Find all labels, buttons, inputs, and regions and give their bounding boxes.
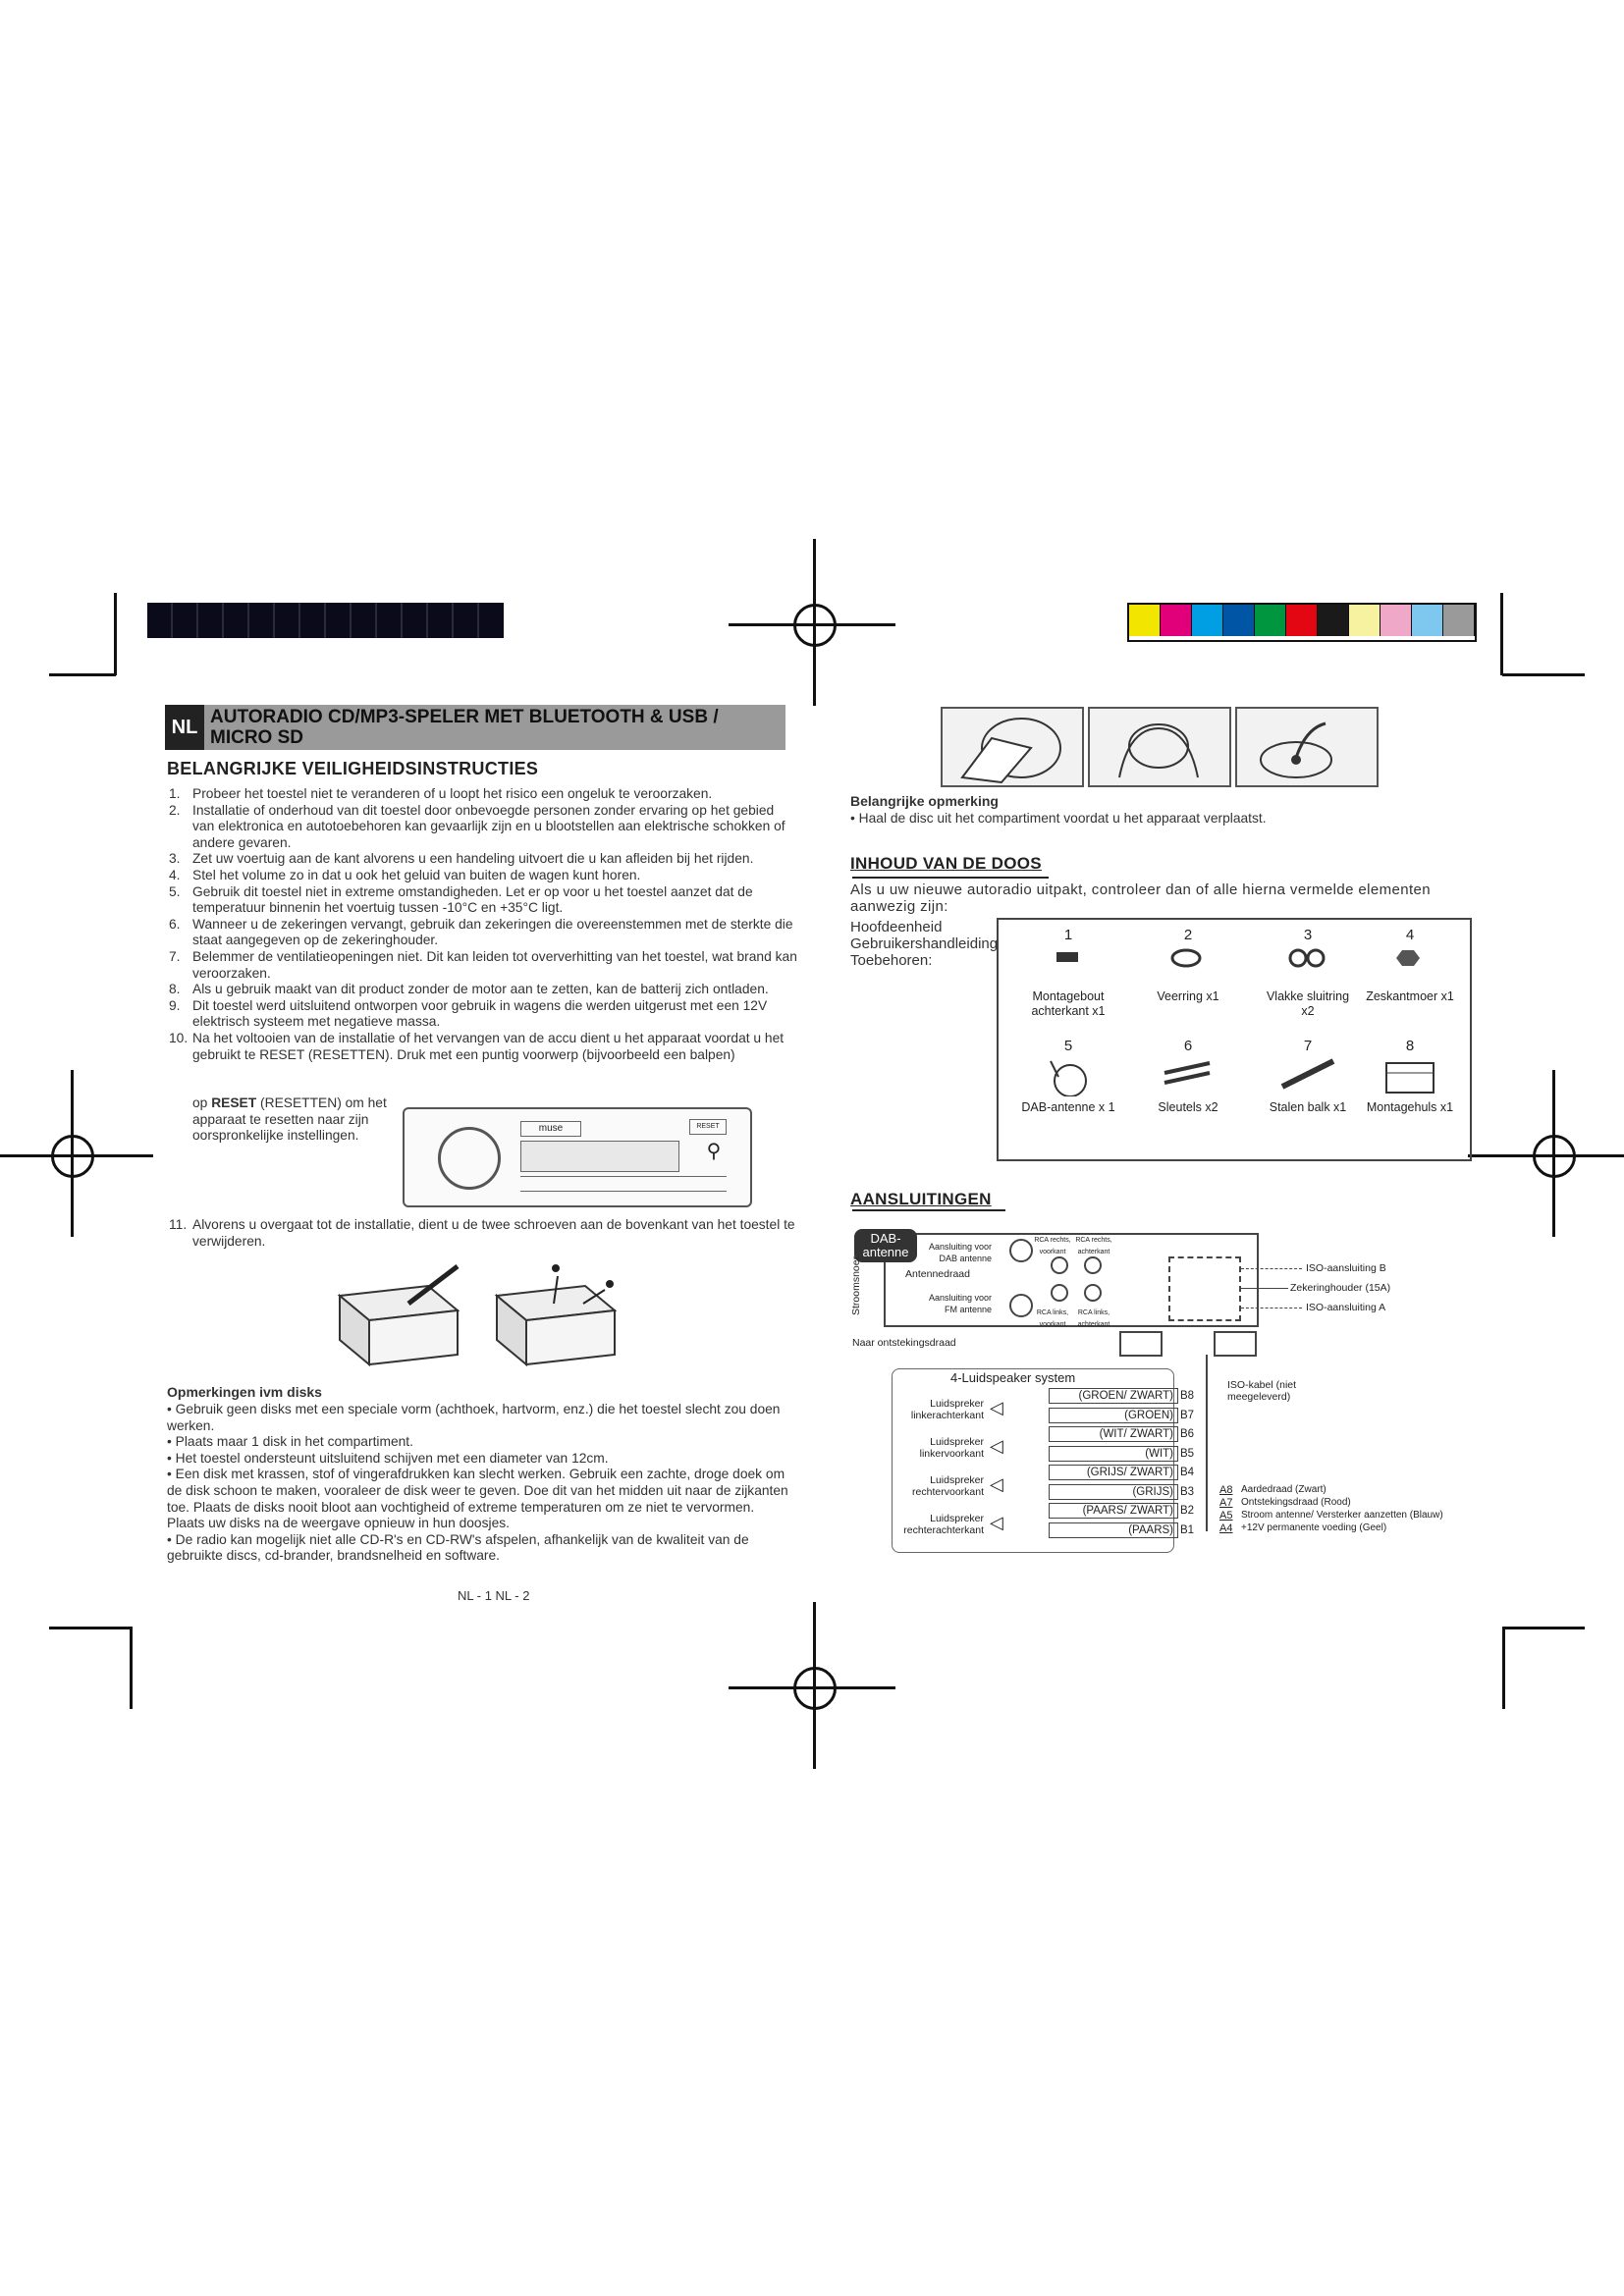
- wire-label: (PAARS/ ZWART): [1049, 1503, 1178, 1519]
- wire-label: (WIT): [1049, 1446, 1178, 1462]
- box-contents-line: Hoofdeenheid: [850, 919, 943, 935]
- wire-label: (GROEN): [1049, 1408, 1178, 1423]
- car-radio-illustration: [403, 1107, 752, 1207]
- safety-item-number: 5.: [169, 883, 181, 899]
- a-wire-code: A7: [1219, 1497, 1233, 1509]
- safety-item-number: 2.: [169, 802, 181, 818]
- accessory-number: 8: [1405, 1038, 1415, 1054]
- accessory-item: [1361, 1039, 1459, 1115]
- accessory-icon: [1019, 1057, 1117, 1100]
- box-contents-line: Toebehoren:: [850, 952, 933, 969]
- speaker-label: Luidspreker rechterachterkant: [903, 1513, 984, 1536]
- safety-item: [169, 982, 797, 998]
- wire-code: B2: [1180, 1505, 1195, 1517]
- preset-buttons: [520, 1176, 727, 1192]
- color-swatch: [1349, 605, 1380, 636]
- leader-line: [1241, 1288, 1288, 1289]
- safety-item: [169, 949, 797, 982]
- accessory-number: 5: [1063, 1038, 1073, 1054]
- important-text: • Haal de disc uit het compartiment voordat u het apparaat verplaatst.: [850, 811, 1267, 826]
- registration-mark-right: [1519, 1121, 1588, 1190]
- power-wire-label: Stroomsnoer: [850, 1255, 862, 1315]
- wire-label: (PAARS): [1049, 1522, 1178, 1538]
- color-swatch: [1412, 605, 1443, 636]
- speaker-icon: ◁: [990, 1436, 1003, 1456]
- iso-plug-a: [1214, 1331, 1257, 1357]
- speaker-system-label: 4-Luidspeaker system: [947, 1372, 1079, 1384]
- color-swatch: [1223, 605, 1255, 636]
- accessory-icon: [1361, 946, 1459, 989]
- box-contents-title: INHOUD VAN DE DOOS: [850, 854, 1042, 873]
- iso-a-label: ISO-aansluiting A: [1306, 1302, 1386, 1313]
- color-swatch: [1129, 605, 1161, 636]
- safety-item-text: Dit toestel werd uitsluitend ontworpen voor gebruik in wagens die werden uitgerust met een 12V elektrisch systeem met negatieve massa.: [192, 997, 768, 1030]
- iso-cable-label: ISO-kabel (niet meegeleverd): [1227, 1379, 1297, 1403]
- accessory-label: DAB-antenne x 1: [1021, 1100, 1115, 1114]
- a-wire-label: Stroom antenne/ Versterker aanzetten (Blauw): [1241, 1510, 1443, 1521]
- rca-jack: [1084, 1256, 1102, 1274]
- color-swatch: [1255, 605, 1286, 636]
- safety-item-number: 7.: [169, 948, 181, 964]
- a-wire-bundle: [1206, 1355, 1208, 1531]
- page-title: AUTORADIO CD/MP3-SPELER MET BLUETOOTH & USB / MICRO SD: [210, 707, 719, 748]
- display-panel: [520, 1141, 679, 1172]
- accessory-number: 3: [1303, 927, 1313, 943]
- accessory-number: 4: [1405, 927, 1415, 943]
- accessory-number: 6: [1183, 1038, 1193, 1054]
- page-footer: NL - 1 NL - 2: [458, 1588, 530, 1603]
- accessory-label: Montagebout achterkant x1: [1031, 989, 1106, 1018]
- color-swatch: [1192, 605, 1223, 636]
- safety-item-number: 9.: [169, 997, 181, 1013]
- safety-item-text: Probeer het toestel niet te veranderen of u loopt het risico een ongeluk te veroorzaken.: [192, 786, 713, 801]
- accessory-item: [1259, 1039, 1357, 1115]
- photo-insert-disc: [1235, 707, 1379, 787]
- wire-code: B1: [1180, 1523, 1195, 1536]
- disk-note: • Gebruik geen disks met een speciale vorm (achthoek, hartvorm, enz.) die het toestel slecht zou doen werken.: [167, 1402, 781, 1433]
- accessory-number: 1: [1063, 927, 1073, 943]
- registration-bar: [147, 603, 504, 638]
- safety-item: [169, 851, 797, 868]
- rca-rear-left-label: RCA links, achterkant: [1077, 1309, 1110, 1328]
- accessory-icon: [1139, 1057, 1237, 1100]
- a-wire-code: A5: [1219, 1510, 1233, 1522]
- step-11: 11. Alvorens u overgaat tot de installatie, dient u de twee schroeven aan de bovenkant van het toestel te verwijderen.: [169, 1217, 795, 1249]
- antenna-wire-label: Antennedraad: [905, 1268, 970, 1280]
- dab-label: DAB-antenne: [854, 1229, 917, 1262]
- language-badge: NL: [165, 705, 204, 750]
- connections-title: AANSLUITINGEN: [850, 1190, 992, 1208]
- accessory-icon: [1259, 946, 1357, 989]
- accessory-item: [1361, 928, 1459, 1004]
- wire-code: B4: [1180, 1467, 1195, 1478]
- rca-jack: [1084, 1284, 1102, 1302]
- usb-icon: ⚲: [706, 1141, 722, 1162]
- safety-item-text: Gebruik dit toestel niet in extreme omstandigheden. Let er op voor u het toestel aanzet dat de temperatuur binnenin het voertuig tussen -10°C en +35°C ligt.: [192, 883, 753, 916]
- iso-b-label: ISO-aansluiting B: [1306, 1262, 1386, 1274]
- accessory-item: [1019, 928, 1117, 1019]
- color-swatch: [1318, 605, 1349, 636]
- registration-mark-left: [37, 1121, 106, 1190]
- safety-item: [169, 803, 797, 852]
- rca-jack: [1051, 1256, 1068, 1274]
- fuse-label: Zekeringhouder (15A): [1290, 1282, 1391, 1294]
- accessory-number: 7: [1303, 1038, 1313, 1054]
- connections-rule: [852, 1209, 1005, 1211]
- speaker-label: Luidspreker linkervoorkant: [919, 1436, 984, 1460]
- safety-title: BELANGRIJKE VEILIGHEIDSINSTRUCTIES: [167, 759, 539, 778]
- rca-jack: [1051, 1284, 1068, 1302]
- safety-item: [169, 1031, 797, 1063]
- wire-label: (GRIJS): [1049, 1484, 1178, 1500]
- rca-front-right-label: RCA rechts, voorkant: [1034, 1237, 1071, 1255]
- iso-connectors: [1168, 1256, 1241, 1321]
- disks-list: [167, 1402, 795, 1565]
- safety-item: [169, 868, 797, 884]
- reset-instruction: op RESET (RESETTEN) om het apparaat te resetten naar zijn oorspronkelijke instellingen.: [192, 1095, 387, 1144]
- speaker-label: Luidspreker linkerachterkant: [910, 1398, 984, 1421]
- wire-code: B8: [1180, 1390, 1195, 1402]
- safety-item-text: Wanneer u de zekeringen vervangt, gebruik dan zekeringen die overeenstemmen met de sterkte die staat aangegeven op de zekeringhouder.: [192, 916, 793, 948]
- fm-connector-label: Aansluiting voor FM antenne: [928, 1293, 992, 1314]
- disk-note: • De radio kan mogelijk niet alle CD-R's en CD-RW's afspelen, afhankelijk van de kwaliteit van de gebruikte discs, cd-brander, brandsnelheid en software.: [167, 1531, 749, 1564]
- ignition-label: Naar ontstekingsdraad: [852, 1337, 956, 1349]
- safety-item-number: 3.: [169, 851, 181, 867]
- accessory-label: Stalen balk x1: [1269, 1100, 1347, 1114]
- box-contents-lines: [850, 919, 998, 969]
- accessory-label: Zeskantmoer x1: [1366, 989, 1454, 1003]
- speaker-icon: ◁: [990, 1474, 1003, 1494]
- safety-item: [169, 884, 797, 917]
- reset-button: RESET: [689, 1119, 727, 1135]
- box-contents-line: Gebruikershandleiding: [850, 935, 999, 952]
- safety-item-number: 10.: [169, 1030, 189, 1045]
- safety-item-text: Installatie of onderhoud van dit toestel door onbevoegde personen zonder ervaring op het gebied van elektronica en autotoebehoren kan gevaarlijk zijn en u blootstellen aan elektrische schokken of andere gevaren.: [192, 802, 785, 850]
- a-wire-label: Ontstekingsdraad (Rood): [1241, 1497, 1351, 1508]
- registration-mark-top: [780, 590, 848, 659]
- disks-title: Opmerkingen ivm disks: [167, 1384, 322, 1400]
- photo-wipe-disc: [941, 707, 1084, 787]
- accessory-number: 2: [1183, 927, 1193, 943]
- safety-item-text: Belemmer de ventilatieopeningen niet. Dit kan leiden tot oververhitting van het toestel, wat brand kan veroorzaken.: [192, 948, 797, 981]
- disk-note: • Het toestel ondersteunt uitsluitend schijven met een diameter van 12cm.: [167, 1450, 609, 1466]
- accessory-icon: [1019, 946, 1117, 989]
- color-swatch: [1286, 605, 1318, 636]
- accessory-label: Sleutels x2: [1158, 1100, 1218, 1114]
- disk-note: • Een disk met krassen, stof of vingerafdrukken kan slecht werken. Gebruik een zachte, droge doek om de disk schoon te maken, vooraleer de disk weer te geven. Doe dit van het midden uit naar de zijkanten toe. Plaats de disks nooit bloot aan vochtigheid of extreme temperaturen om ze niet te vervormen. Plaats uw disks na de weergave opnieuw in hun doosjes.: [167, 1467, 788, 1531]
- wire-code: B3: [1180, 1485, 1195, 1498]
- accessory-label: Vlakke sluitring x2: [1266, 989, 1350, 1018]
- leader-line: [1241, 1268, 1302, 1269]
- safety-item-number: 8.: [169, 982, 181, 997]
- registration-mark-bottom: [780, 1653, 848, 1722]
- accessory-icon: [1361, 1057, 1459, 1100]
- wire-label: (GRIJS/ ZWART): [1049, 1465, 1178, 1480]
- color-swatch: [1161, 605, 1192, 636]
- rca-front-left-label: RCA links, voorkant: [1036, 1309, 1069, 1328]
- a-wire-label: Aardedraad (Zwart): [1241, 1484, 1326, 1495]
- box-contents-intro: Als u uw nieuwe autoradio uitpakt, controleer dan of alle hierna vermelde elementen aanwezig zijn:: [850, 881, 1432, 915]
- volume-knob: [438, 1127, 501, 1190]
- accessory-item: [1259, 928, 1357, 1019]
- a-wire-label: +12V permanente voeding (Geel): [1241, 1522, 1387, 1533]
- important-title: Belangrijke opmerking: [850, 793, 999, 809]
- dab-connector-label: Aansluiting voor DAB antenne: [928, 1242, 992, 1263]
- wire-label: (WIT/ ZWART): [1049, 1426, 1178, 1442]
- safety-item: [169, 998, 797, 1031]
- color-swatch: [1380, 605, 1412, 636]
- safety-item-number: 1.: [169, 786, 181, 801]
- photo-hold-disc: [1088, 707, 1231, 787]
- rca-rear-right-label: RCA rechts, achterkant: [1075, 1237, 1112, 1255]
- dab-connector: [1009, 1239, 1033, 1262]
- accessory-icon: [1259, 1057, 1357, 1100]
- accessory-label: Veerring x1: [1157, 989, 1219, 1003]
- disk-note: • Plaats maar 1 disk in het compartiment.: [167, 1434, 413, 1450]
- speaker-label: Luidspreker rechtervoorkant: [912, 1474, 984, 1498]
- safety-item: [169, 786, 797, 803]
- iso-plug-b: [1119, 1331, 1163, 1357]
- accessory-item: [1019, 1039, 1117, 1115]
- brand-logo: muse: [520, 1121, 581, 1137]
- color-swatch: [1443, 605, 1475, 636]
- fm-connector: [1009, 1294, 1033, 1317]
- wire-label: (GROEN/ ZWART): [1049, 1388, 1178, 1404]
- wire-code: B6: [1180, 1428, 1195, 1440]
- safety-item-text: Na het voltooien van de installatie of het vervangen van de accu dient u het apparaat voordat u het gebruikt te RESET (RESETTEN). Druk met een puntig voorwerp (bijvoorbeeld een balpen): [192, 1030, 785, 1062]
- speaker-icon: ◁: [990, 1398, 1003, 1417]
- safety-item-text: Als u gebruik maakt van dit product zonder de motor aan te zetten, kan de batterij zich ontladen.: [192, 982, 769, 997]
- color-swatches: [1127, 603, 1477, 642]
- speaker-icon: ◁: [990, 1513, 1003, 1532]
- safety-item-text: Stel het volume zo in dat u ook het geluid van buiten de wagen kunt horen.: [192, 867, 641, 882]
- safety-item-number: 4.: [169, 867, 181, 882]
- safety-item-text: Zet uw voertuig aan de kant alvorens u een handeling uitvoert die u kan afleiden bij het rijden.: [192, 851, 754, 867]
- a-wire-code: A4: [1219, 1522, 1233, 1534]
- box-contents-rule: [852, 877, 1049, 879]
- accessory-icon: [1139, 946, 1237, 989]
- a-wire-code: A8: [1219, 1484, 1233, 1496]
- accessory-item: [1139, 1039, 1237, 1115]
- safety-item: [169, 917, 797, 949]
- wire-code: B7: [1180, 1409, 1195, 1421]
- accessory-item: [1139, 928, 1237, 1004]
- accessory-label: Montagehuls x1: [1366, 1100, 1454, 1114]
- wire-code: B5: [1180, 1447, 1195, 1460]
- safety-list: [169, 786, 797, 1063]
- safety-item-number: 6.: [169, 916, 181, 932]
